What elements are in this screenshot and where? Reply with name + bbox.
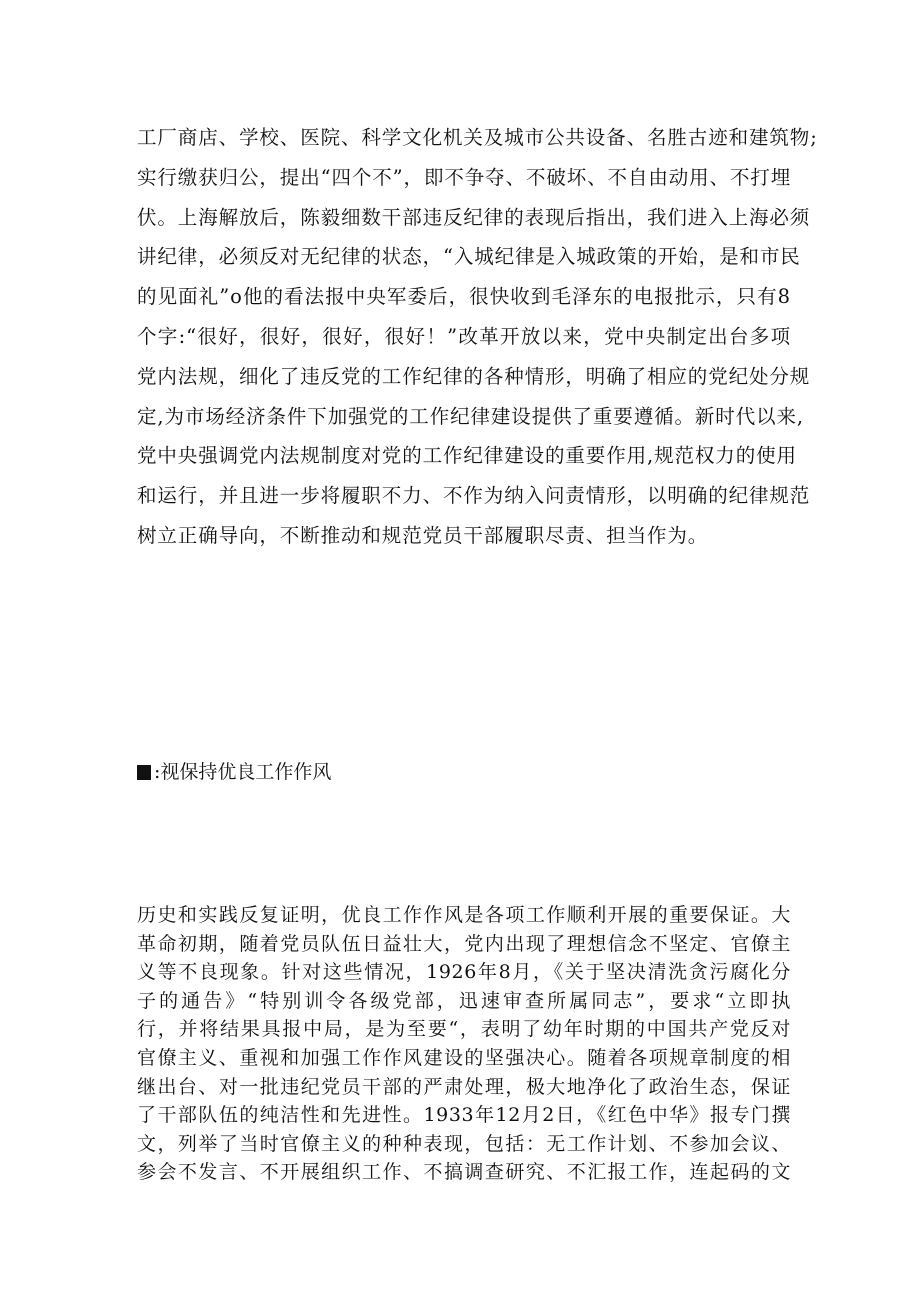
text-line: 行，并将结果具报中局，是为至要“，表明了幼年时期的中国共产党反对 [137, 1018, 791, 1041]
text-line: 的见面礼”o他的看法报中央军委后，很快收到毛泽东的电报批示，只有8 [137, 285, 791, 309]
text-line: 实行缴获归公，提出“四个不”，即不争夺、不破坏、不自由动用、不打埋 [137, 165, 792, 189]
text-line: 工厂商店、学校、医院、科学文化机关及城市公共设备、名胜古迹和建筑物; [137, 126, 818, 149]
text-line: 定,为市场经济条件下加强党的工作纪律建设提供了重要遵循。新时代以来, [137, 404, 804, 428]
text-line: 树立正确导向，不断推动和规范党员干部履职尽责、担当作为。 [137, 523, 709, 547]
text-line: 革命初期，随着党员队伍日益壮大，党内出现了理想信念不坚定、官僚主 [137, 932, 791, 955]
body-paragraph-1 [137, 118, 818, 556]
text-line: 文，列举了当时官僚主义的种种表现，包括：无工作计划、不参加会议、 [137, 1132, 791, 1155]
text-line: 参会不发言、不开展组织工作、不搞调查研究、不汇报工作，连起码的文 [137, 1161, 791, 1184]
text-line: 了干部队伍的纯洁性和先进性。1933年12月2日，《红色中华》报专门撰 [137, 1104, 791, 1127]
text-line: 官僚主义、重视和加强工作作风建设的坚强决心。随着各项规章制度的相 [137, 1046, 791, 1069]
text-line: 子的通告》“特别训令各级党部，迅速审查所属同志”，要求“立即执 [137, 989, 791, 1012]
section-heading-text: :视保持优良工作作风 [154, 761, 332, 783]
text-line: 个字:“很好，很好，很好，很好！”改革开放以来，党中央制定出台多项 [137, 324, 791, 348]
text-line: 伏。上海解放后，陈毅细数干部违反纪律的表现后指出，我们进入上海必须 [137, 205, 811, 229]
text-line: 党内法规，细化了违反党的工作纪律的各种情形，明确了相应的党纪处分规 [137, 364, 811, 388]
black-square-icon [137, 765, 151, 780]
text-line: 继出台、对一批违纪党员干部的严肃处理，极大地净化了政治生态，保证 [137, 1075, 791, 1098]
text-line: 党中央强调党内法规制度对党的工作纪律建设的重要作用,规范权力的使用 [137, 444, 797, 468]
body-paragraph-2 [137, 901, 791, 1187]
text-line: 和运行，并且进一步将履职不力、不作为纳入问责情形，以明确的纪律规范 [137, 484, 811, 508]
text-line: 讲纪律，必须反对无纪律的状态，“入城纪律是入城政策的开始，是和市民 [137, 245, 801, 269]
section-heading [137, 758, 791, 786]
text-line: 义等不良现象。针对这些情况，1926年8月，《关于坚决清洗贪污腐化分 [137, 961, 791, 984]
text-line: 历史和实践反复证明，优良工作作风是各项工作顺利开展的重要保证。大 [137, 904, 791, 926]
